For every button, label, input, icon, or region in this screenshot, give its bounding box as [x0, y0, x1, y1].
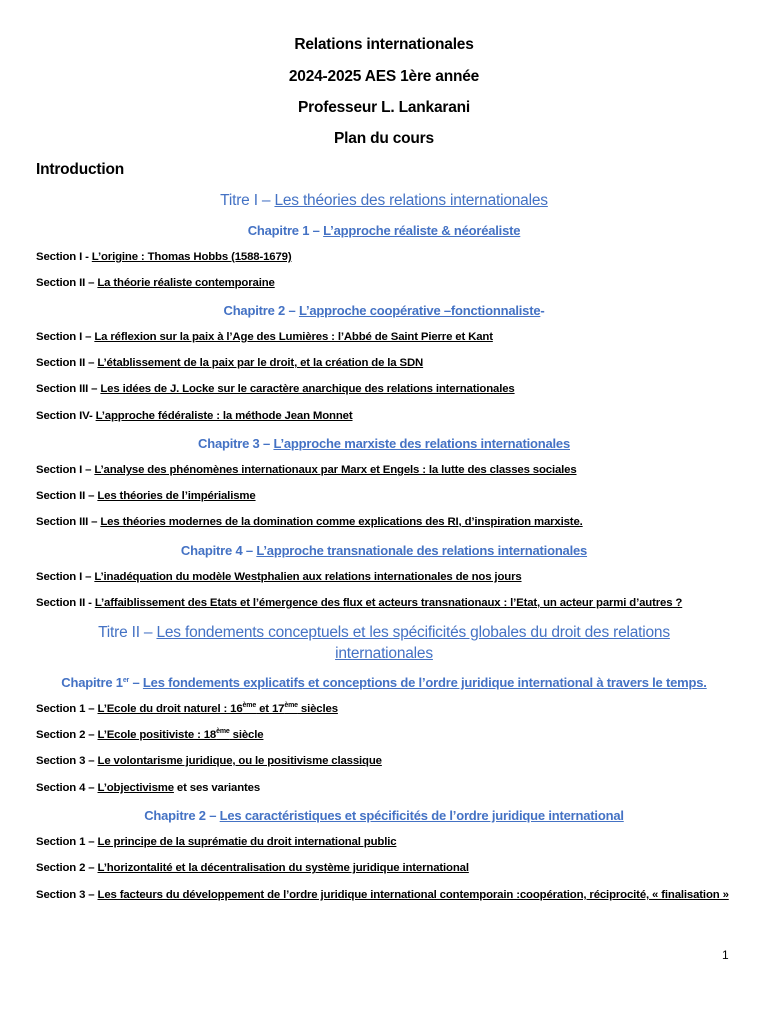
section-prefix: Section II –: [36, 277, 98, 289]
titre-1-label: Les théories des relations internationales: [274, 192, 548, 209]
chapitre-label: Les fondements explicatifs et conceptions de l’ordre juridique international à travers le temps.: [142, 675, 707, 690]
chapitre-label: L’approche marxiste des relations internationales: [273, 436, 570, 451]
section-prefix: Section 1 –: [36, 703, 98, 715]
section-label: L’objectivisme: [97, 782, 174, 794]
chapitre-1-3-heading: [0, 436, 768, 451]
titre-2-label-line1: Les fondements conceptuels et les spécificités globales du droit des relations: [156, 624, 670, 641]
section-prefix: Section I –: [36, 571, 95, 583]
section-label: [98, 729, 264, 741]
section-prefix: Section III –: [36, 516, 101, 528]
chapitre-prefix: Chapitre 4 –: [180, 543, 257, 558]
section-row: [36, 277, 732, 289]
section-row: [36, 331, 732, 343]
section-row: [36, 597, 732, 609]
titre-2-heading-line2: [0, 645, 768, 663]
section-row: [36, 410, 732, 422]
section-prefix: Section 4 –: [36, 782, 98, 794]
section-label-part: et 17: [256, 703, 285, 715]
section-prefix: Section I –: [36, 464, 95, 476]
section-label: Le volontarisme juridique, ou le positivisme classique: [97, 755, 382, 767]
section-row: [36, 887, 732, 904]
section-label: Les théories de l’impérialisme: [97, 490, 256, 502]
chapitre-label: L’approche transnationale des relations internationales: [256, 543, 588, 558]
chapitre-1-4-heading: [0, 543, 768, 558]
section-label: Les théories modernes de la domination comme explications des RI, d’inspiration marxiste.: [100, 516, 583, 528]
section-row: [36, 251, 732, 263]
section-prefix: Section 1 –: [36, 836, 98, 848]
section-label: L’origine : Thomas Hobbs (1588-1679): [91, 251, 292, 263]
section-row: [36, 836, 732, 848]
page-number: 1: [722, 948, 729, 962]
section-label: L’horizontalité et la décentralisation du système juridique international: [97, 862, 469, 874]
section-prefix: Section II -: [36, 597, 95, 609]
section-prefix: Section II –: [36, 357, 98, 369]
section-prefix: Section III –: [36, 383, 101, 395]
doc-professor: Professeur L. Lankarani: [298, 99, 470, 116]
section-label: L’établissement de la paix par le droit, et la création de la SDN: [97, 357, 424, 369]
section-prefix: Section I -: [36, 251, 92, 263]
titre-1-heading: [0, 192, 768, 210]
chapitre-1-1-heading: [0, 223, 768, 238]
chapitre-ordinal: er: [122, 677, 130, 684]
chapitre-label: Les caractéristiques et spécificités de l’ordre juridique international: [219, 808, 624, 823]
section-prefix: Section 3 –: [36, 889, 98, 901]
section-prefix: Section 2 –: [36, 729, 98, 741]
section-prefix: Section 2 –: [36, 862, 98, 874]
section-row: [36, 755, 732, 767]
chapitre-label: L’approche réaliste & néoréaliste: [323, 223, 521, 238]
chapitre-prefix: Chapitre 2 –: [223, 303, 299, 318]
section-label: [98, 703, 338, 715]
section-label-part: L’Ecole positiviste : 18: [97, 729, 217, 741]
section-row: [36, 357, 732, 369]
section-label: Les idées de J. Locke sur le caractère anarchique des relations internationales: [100, 383, 515, 395]
section-label: Le principe de la suprématie du droit international public: [97, 836, 397, 848]
chapitre-1-2-heading: [0, 303, 768, 318]
doc-year: 2024-2025 AES 1ère année: [288, 68, 480, 85]
section-label: L’approche fédéraliste : la méthode Jean Monnet: [95, 410, 353, 422]
chapitre-prefix: Chapitre 2 –: [144, 808, 220, 823]
doc-title: Relations internationales: [294, 36, 474, 53]
chapitre-dash: –: [129, 675, 143, 690]
section-label-part: siècles: [297, 703, 338, 715]
section-ordinal: ème: [216, 728, 230, 735]
section-row: [36, 703, 732, 715]
section-label: La réflexion sur la paix à l’Age des Lumières : l’Abbé de Saint Pierre et Kant: [94, 331, 493, 343]
section-row: [36, 729, 732, 741]
chapitre-suffix: -: [540, 303, 545, 318]
section-row: [36, 516, 732, 528]
chapitre-2-1-heading: [0, 675, 768, 690]
section-label: L’inadéquation du modèle Westphalien aux relations internationales de nos jours: [94, 571, 522, 583]
titre-2-label-line2: internationales: [335, 645, 433, 662]
doc-plan: Plan du cours: [334, 130, 434, 147]
chapitre-prefix: Chapitre 3 –: [198, 436, 274, 451]
section-prefix: Section II –: [36, 490, 98, 502]
section-label: L’analyse des phénomènes internationaux par Marx et Engels : la lutte des classes sociales: [94, 464, 577, 476]
chapitre-prefix: Chapitre 1 –: [247, 223, 324, 238]
section-label-part: siècle: [229, 729, 264, 741]
chapitre-label: L’approche coopérative –fonctionnaliste: [298, 303, 541, 318]
section-ordinal: ème: [242, 702, 257, 709]
section-label: L’affaiblissement des Etats et l’émergence des flux et acteurs transnationaux : l’Etat, un acteur parmi d’autres ?: [94, 597, 683, 609]
section-row: [36, 464, 732, 476]
section-ordinal: ème: [284, 702, 298, 709]
section-row: [36, 782, 732, 794]
chapitre-prefix: Chapitre 1: [61, 675, 123, 690]
section-prefix: Section 3 –: [36, 755, 98, 767]
titre-1-prefix: Titre I –: [220, 192, 275, 209]
section-suffix: et ses variantes: [173, 782, 261, 794]
section-prefix: Section I –: [36, 331, 95, 343]
section-label-part: L’Ecole du droit naturel : 16: [97, 703, 243, 715]
section-row: [36, 862, 732, 874]
section-label: Les facteurs du développement de l’ordre juridique international contemporain :coopération, réciprocité, « finalisation »: [97, 889, 729, 901]
chapitre-2-2-heading: [0, 808, 768, 823]
section-row: [36, 490, 732, 502]
titre-2-prefix: Titre II –: [98, 624, 157, 641]
introduction-heading: Introduction: [36, 161, 124, 178]
section-row: [36, 571, 732, 583]
titre-2-heading-line1: [0, 624, 768, 642]
section-row: [36, 383, 732, 395]
section-prefix: Section IV-: [36, 410, 96, 422]
section-label: La théorie réaliste contemporaine: [97, 277, 275, 289]
